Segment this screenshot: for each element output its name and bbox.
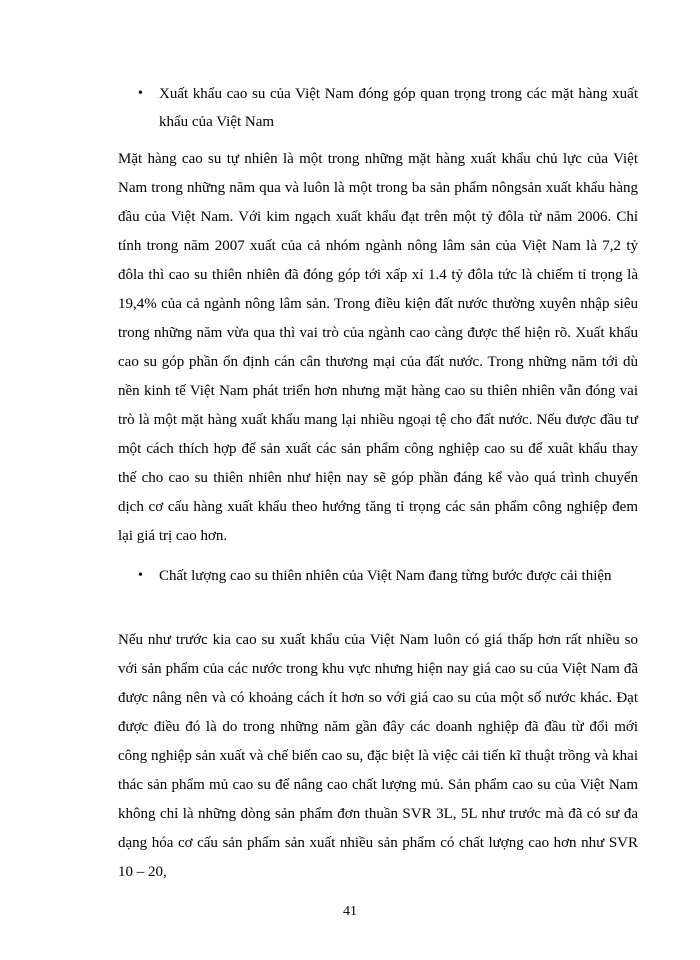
bullet-icon: •	[138, 86, 143, 101]
bullet-icon: •	[138, 568, 143, 583]
section-1-heading-text: Xuất khẩu cao su của Việt Nam đóng góp quan trọng trong các mặt hàng xuất khẩu của Việt Nam	[159, 86, 638, 130]
section-1-paragraph-text: Mặt hàng cao su tự nhiên là một trong những mặt hàng xuất khẩu chủ lực của Việt Nam trong những năm qua và luôn là một trong ba sản phẩm nôngsản xuất khẩu hàng đầu của Việt Nam. Với kim ngạch xuất khẩu đạt trên một tỷ đôla từ năm 2006. Chỉ tính trong năm 2007 xuất của cả nhóm ngành nông lâm sản của Việt Nam là 7,2 tỷ đôla thì cao su thiên nhiên đã đóng góp tới xấp xỉ 1.4 tỷ đôla tức là chiếm tỉ trọng là 19,4% của cả ngành nông lâm sản. Trong điều kiện đất nước thường xuyên nhập siêu trong những năm vừa qua thì vai trò của ngành cao càng được thể hiện rõ. Xuất khẩu cao su góp phần ổn định cán cân thương mại của đất nước. Trong những năm tới dù nền kinh tế Việt Nam phát triển hơn nhưng mặt hàng cao su thiên nhiên vẫn đóng vai trò là một mặt hàng xuất khẩu mang lại nhiều ngoại tệ cho đất nước. Nếu được đầu tư một cách thích hợp để sản xuất các sản phẩm công nghiệp cao su để xuât khẩu thay thế cho cao su thiên nhiên như hiện nay sẽ góp phần đáng kể vào quá trình chuyển dịch cơ cấu hàng xuất khẩu theo hướng tăng tỉ trọng các sản phẩm công nghiệp đem lại giá trị cao hơn.	[118, 151, 638, 544]
section-2-paragraph	[118, 626, 638, 887]
section-1-heading	[138, 80, 638, 136]
section-2-paragraph-text: Nếu như trước kia cao su xuất khẩu của Việt Nam luôn có giá thấp hơn rất nhiều so với sản phẩm của các nước trong khu vực nhưng hiện nay giá cao su của Việt Nam đã được nâng nên và có khoảng cách ít hơn so với giá cao su của một số nước khác. Đạt được điều đó là do trong những năm gần đây các doanh nghiệp đã đầu từ đổi mới công nghiệp sản xuất và chế biến cao su, đặc biệt là việc cải tiến kĩ thuật trồng và khai thác sản phẩm mủ cao su để nâng cao chất lượng mủ. Sản phẩm cao su của Việt Nam không chỉ là những dòng sản phẩm đơn thuần SVR 3L, 5L như trước mà đã có sư đa dạng hóa cơ cấu sản phẩm sản xuất nhiều sản phẩm có chất lượng cao hơn như SVR 10 – 20,	[118, 632, 638, 880]
section-1-paragraph	[118, 145, 638, 551]
page-number: 41	[343, 904, 357, 919]
section-2-heading	[138, 562, 638, 590]
section-2-heading-text: Chất lượng cao su thiên nhiên của Việt Nam đang từng bước được cải thiện	[159, 568, 612, 584]
